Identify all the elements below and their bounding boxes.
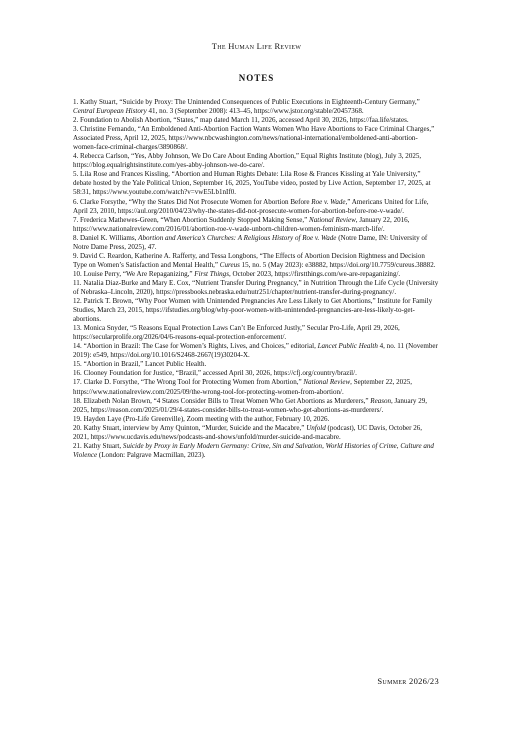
note-item xyxy=(73,98,439,116)
note-italic-title: Lancet Public Health xyxy=(317,342,378,351)
note-italic-title: Roe v. Wade xyxy=(311,197,346,206)
note-item xyxy=(73,424,439,442)
note-text: ,” Americans United for Life, April 23, 2010, https://aul.org/2010/04/23/why-the-states-did-not-prosecute-women-for-abortion-before-roe-v-wade/. xyxy=(73,197,429,215)
note-text: 5. Lila Rose and Frances Kissling, “Abortion and Human Rights Debate: Lila Rose & Frances Kissling at Yale University,” debate hosted by the Yale Political Union, September 16, 2025, YouTube video, posted by Live Action, September 17, 2025, at 58:31, https://www.youtube.com/watch?v=vwE5Lb1nIf0. xyxy=(73,170,431,197)
notes-list xyxy=(73,98,439,460)
note-text: 10. Louise Perry, “We Are Repaganizing,” xyxy=(73,269,195,278)
note-italic-title: First Things xyxy=(194,269,229,278)
note-text: 15, no. 5 (May 2023): e38882, https://doi.org/10.7759/cureus.38882. xyxy=(239,260,436,269)
note-text: 16. Clooney Foundation for Justice, “Brazil,” accessed April 30, 2026, https://cfj.org/country/brazil/. xyxy=(73,369,357,378)
note-item xyxy=(73,116,439,125)
note-italic-title: Suicide by Proxy in Early Modern Germany: Crime, Sin and Salvation, World Histories of Crime, Culture and Violence xyxy=(73,441,434,459)
note-item xyxy=(73,397,439,415)
note-text: 8. Daniel K. Williams, xyxy=(73,233,139,242)
note-text: 9. David C. Reardon, Katherine A. Rafferty, and Tessa Longbons, “The Effects of Abortion Decision Rightness and Decision Type on Women’s Satisfaction and Mental Health,” xyxy=(73,251,425,269)
note-item xyxy=(73,369,439,378)
note-text: 11. Natalia Diaz-Burke and Mary E. Cox, “Nutrient Transfer During Pregnancy,” in Nutrition Through the Life Cycle (University of Nebraska–Lincoln, 2020), https://pressbooks.nebraska.edu/nutr251/chapter/nutrient-transfer-during-pregnancy/. xyxy=(73,278,439,296)
note-text: 6. Clarke Forsythe, “Why the States Did Not Prosecute Women for Abortion Before xyxy=(73,197,312,206)
note-item xyxy=(73,152,439,170)
note-item xyxy=(73,252,439,270)
note-text: (podcast), UC Davis, October 26, 2021, https://www.ucdavis.edu/news/podcasts-and-shows/unfold/murder-suicide-and-macabre. xyxy=(73,423,423,441)
note-text: , January 29, 2025, https://reason.com/2025/01/29/4-states-consider-bills-to-treat-women-who-get-abortions-as-murderers/. xyxy=(73,396,428,414)
note-text: 7. Frederica Mathewes-Green, “When Abortion Suddenly Stopped Making Sense,” xyxy=(73,215,310,224)
note-text: 15. “Abortion in Brazil,” Lancet Public Health. xyxy=(73,360,207,369)
note-text: 3. Christine Fernando, “An Emboldened Anti-Abortion Faction Wants Women Who Have Abortions to Face Criminal Charges,” Associated Press, April 12, 2025, https://www.nbcwashington.com/news/national-international/emboldened-anti-abortion-women-face-criminal-charges/3890868/. xyxy=(73,125,435,152)
note-item xyxy=(73,170,439,197)
note-text: 4, no. 11 (November 2019): e549, https://doi.org/10.1016/S2468-2667(19)30204-X. xyxy=(73,342,438,360)
note-text: 1. Kathy Stuart, “Suicide by Proxy: The Unintended Consequences of Public Executions in Eighteenth-Century Germany,” xyxy=(73,98,420,106)
note-text: (Notre Dame, IN: University of Notre Dame Press, 2025), 47. xyxy=(73,233,428,251)
note-text: 20. Kathy Stuart, interview by Amy Quinton, “Murder, Suicide and the Macabre,” xyxy=(73,423,307,432)
note-italic-title: Abortion and America’s Churches: A Religious History of Roe v. Wade xyxy=(138,233,337,242)
page-folio: Summer 2026/23 xyxy=(377,676,439,686)
notes-heading: NOTES xyxy=(238,73,275,83)
note-item xyxy=(73,378,439,396)
note-italic-title: National Review xyxy=(309,215,356,224)
note-italic-title: Cureus xyxy=(219,260,240,269)
running-head: The Human Life Review xyxy=(211,41,302,51)
note-text: 21. Kathy Stuart, xyxy=(73,441,123,450)
note-text: 2. Foundation to Abolish Abortion, “States,” map dated March 11, 2026, accessed April 30, 2026, https://faa.life/states. xyxy=(73,116,409,125)
note-item xyxy=(73,270,439,279)
note-text: 18. Elizabeth Nolan Brown, “4 States Consider Bills to Treat Women Who Get Abortions as Murderers,” xyxy=(73,396,371,405)
note-item xyxy=(73,297,439,324)
note-item xyxy=(73,415,439,424)
note-item xyxy=(73,442,439,460)
note-text: (London: Palgrave Macmillan, 2023). xyxy=(97,450,206,459)
note-item xyxy=(73,216,439,234)
note-text: 41, no. 3 (September 2008): 413–45, https://www.jstor.org/stable/20457368. xyxy=(146,107,364,116)
note-text: , January 22, 2016, https://www.nationalreview.com/2016/01/abortion-roe-v-wade-unborn-children-women-feminism-march-life/. xyxy=(73,215,410,233)
note-item xyxy=(73,198,439,216)
note-text: 14. “Abortion in Brazil: The Case for Women’s Rights, Lives, and Choices,” editorial, xyxy=(73,342,318,351)
note-text: , September 22, 2025, https://www.nationalreview.com/2025/09/the-wrong-tool-for-protecting-women-from-abortion/. xyxy=(73,378,413,396)
note-italic-title: Unfold xyxy=(306,423,326,432)
note-text: 13. Monica Snyder, “5 Reasons Equal Protection Laws Can’t Be Enforced Justly,” Secular Pro-Life, April 29, 2026, https://secularprolife.org/2026/04/6-reasons-equal-protection-enforcement/. xyxy=(73,324,400,342)
note-text: 4. Rebecca Carlson, “Yes, Abby Johnson, We Do Care About Ending Abortion,” Equal Rights Institute (blog), July 3, 2025, https://blog.equalrightsinstitute.com/yes-abby-johnson-we-do-care/. xyxy=(73,152,422,170)
note-text: 19. Hayden Laye (Pro-Life Greenville), Zoom meeting with the author, February 10, 2026. xyxy=(73,414,330,423)
note-item xyxy=(73,279,439,297)
note-text: , October 2023, https://firstthings.com/we-are-repaganizing/. xyxy=(228,269,401,278)
note-italic-title: Reason xyxy=(370,396,392,405)
note-text: 12. Patrick T. Brown, “Why Poor Women with Unintended Pregnancies Are Less Likely to Get Abortions,” Institute for Family Studies, March 23, 2015, https://ifstudies.org/blog/why-poor-women-with-unintended-pregnancies-are-less-likely-to-get-abortions. xyxy=(73,297,433,324)
note-item xyxy=(73,234,439,252)
note-italic-title: National Review xyxy=(303,378,351,387)
note-item xyxy=(73,125,439,152)
note-italic-title: Central European History xyxy=(73,107,147,116)
note-item xyxy=(73,324,439,342)
note-item xyxy=(73,360,439,369)
note-item xyxy=(73,342,439,360)
note-text: 17. Clarke D. Forsythe, “The Wrong Tool for Protecting Women from Abortion,” xyxy=(73,378,304,387)
